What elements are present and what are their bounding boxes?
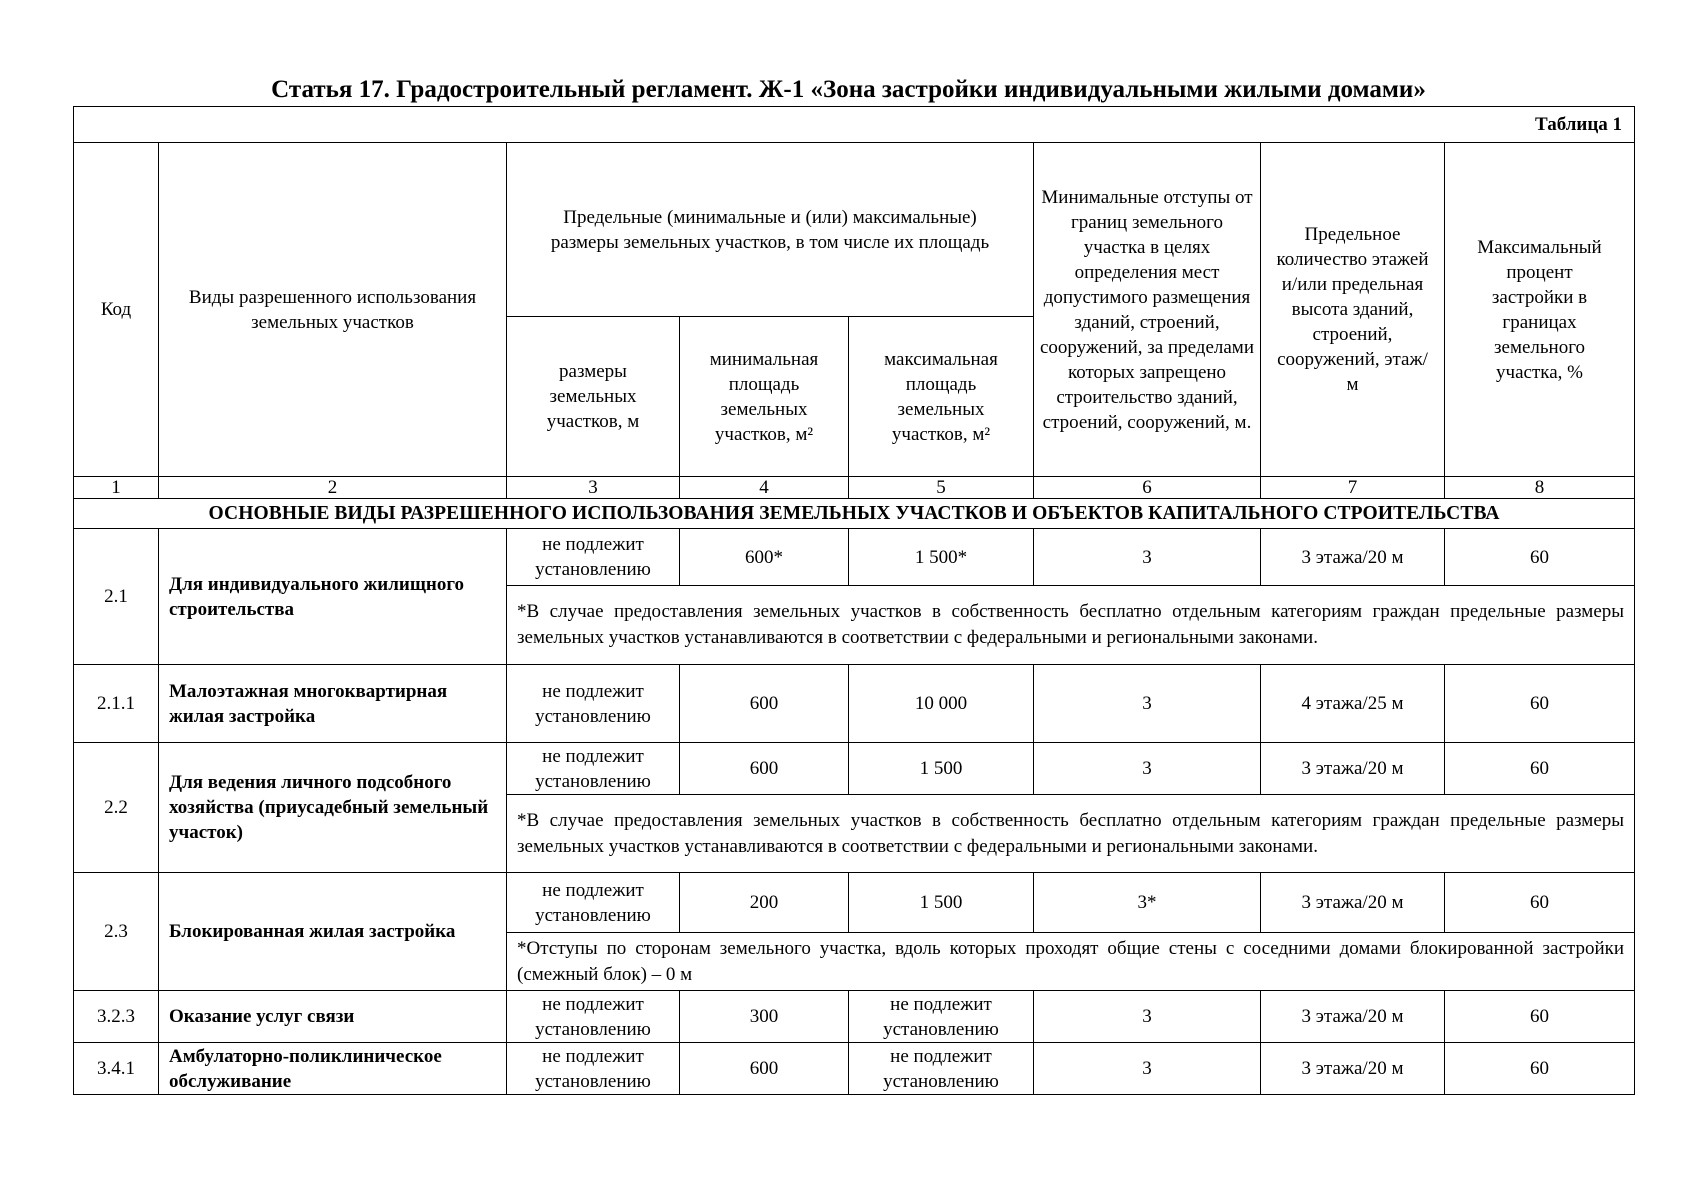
row-size: не подлежит установлению: [507, 743, 680, 795]
row-max-area: 1 500: [849, 743, 1034, 795]
table-row: [74, 991, 1635, 1043]
column-number: 8: [1445, 477, 1635, 499]
row-coverage: 60: [1445, 991, 1635, 1043]
row-use: Блокированная жилая застройка: [159, 873, 507, 991]
column-number: 4: [680, 477, 849, 499]
row-code: 2.3: [74, 873, 159, 991]
header-code: Код: [74, 143, 159, 477]
table-row: [74, 743, 1635, 795]
header-max-area: максимальная площадь земельных участков, м²: [849, 317, 1034, 477]
page-title: Статья 17. Градостроительный регламент. Ж-1 «Зона застройки индивидуальными жилыми домами»: [271, 76, 1426, 103]
row-max-area: не подлежит установлению: [849, 991, 1034, 1043]
table-number: Таблица 1: [74, 107, 1635, 143]
row-min-area: 600: [680, 665, 849, 743]
row-code: 2.2: [74, 743, 159, 873]
header-setbacks: Минимальные отступы от границ земельного участка в целях определения мест допустимого размещения зданий, строений, сооружений, за пределами которых запрещено строительство зданий, строений, сооружений, м.: [1034, 143, 1261, 477]
column-number: 5: [849, 477, 1034, 499]
row-setback: 3: [1034, 743, 1261, 795]
row-min-area: 600: [680, 743, 849, 795]
row-code: 2.1: [74, 529, 159, 665]
row-floors: 3 этажа/20 м: [1261, 529, 1445, 586]
row-floors: 3 этажа/20 м: [1261, 873, 1445, 933]
row-setback: 3: [1034, 1043, 1261, 1095]
table-row: [74, 1043, 1635, 1095]
column-numbers-row: [74, 477, 1635, 499]
column-number: 7: [1261, 477, 1445, 499]
header-min-area: минимальная площадь земельных участков, м²: [680, 317, 849, 477]
regulation-table: [73, 106, 1635, 1095]
section-title: ОСНОВНЫЕ ВИДЫ РАЗРЕШЕННОГО ИСПОЛЬЗОВАНИЯ ЗЕМЕЛЬНЫХ УЧАСТКОВ И ОБЪЕКТОВ КАПИТАЛЬНОГО СТРОИТЕЛЬСТВА: [74, 499, 1635, 529]
row-setback: 3: [1034, 529, 1261, 586]
row-note: *Отступы по сторонам земельного участка, вдоль которых проходят общие стены с соседними домами блокированной застройки (смежный блок) – 0 м: [507, 933, 1635, 991]
row-use: Малоэтажная многоквартирная жилая застройка: [159, 665, 507, 743]
header-floors: Предельное количество этажей и/или предельная высота зданий, строений, сооружений, этаж/м: [1261, 143, 1445, 477]
row-coverage: 60: [1445, 1043, 1635, 1095]
row-use: Для индивидуального жилищного строительства: [159, 529, 507, 665]
row-floors: 3 этажа/20 м: [1261, 743, 1445, 795]
column-number: 1: [74, 477, 159, 499]
header-size: размеры земельных участков, м: [507, 317, 680, 477]
row-size: не подлежит установлению: [507, 665, 680, 743]
row-setback: 3: [1034, 991, 1261, 1043]
row-coverage: 60: [1445, 529, 1635, 586]
row-max-area: 10 000: [849, 665, 1034, 743]
row-use: Амбулаторно-поликлиническое обслуживание: [159, 1043, 507, 1095]
row-floors: 3 этажа/20 м: [1261, 991, 1445, 1043]
row-max-area: 1 500: [849, 873, 1034, 933]
column-number: 3: [507, 477, 680, 499]
header-sizes-group: Предельные (минимальные и (или) максимальные) размеры земельных участков, в том числе их площадь: [507, 143, 1034, 317]
row-min-area: 600: [680, 1043, 849, 1095]
row-min-area: 200: [680, 873, 849, 933]
row-coverage: 60: [1445, 665, 1635, 743]
row-code: 2.1.1: [74, 665, 159, 743]
column-number: 2: [159, 477, 507, 499]
table-row: [74, 873, 1635, 933]
table-number-row: [74, 107, 1635, 143]
header-coverage: Максимальный процент застройки в границах земельного участка, %: [1445, 143, 1635, 477]
row-coverage: 60: [1445, 743, 1635, 795]
row-use: Для ведения личного подсобного хозяйства (приусадебный земельный участок): [159, 743, 507, 873]
row-size: не подлежит установлению: [507, 529, 680, 586]
row-use: Оказание услуг связи: [159, 991, 507, 1043]
row-coverage: 60: [1445, 873, 1635, 933]
header-row-1: [74, 143, 1635, 317]
row-code: 3.4.1: [74, 1043, 159, 1095]
row-size: не подлежит установлению: [507, 1043, 680, 1095]
row-max-area: не подлежит установлению: [849, 1043, 1034, 1095]
row-max-area: 1 500*: [849, 529, 1034, 586]
row-min-area: 300: [680, 991, 849, 1043]
row-setback: 3: [1034, 665, 1261, 743]
row-size: не подлежит установлению: [507, 991, 680, 1043]
header-use: Виды разрешенного использования земельных участков: [159, 143, 507, 477]
row-setback: 3*: [1034, 873, 1261, 933]
row-floors: 3 этажа/20 м: [1261, 1043, 1445, 1095]
row-min-area: 600*: [680, 529, 849, 586]
table-row: [74, 529, 1635, 586]
row-floors: 4 этажа/25 м: [1261, 665, 1445, 743]
row-code: 3.2.3: [74, 991, 159, 1043]
row-note: *В случае предоставления земельных участков в собственность бесплатно отдельным категориям граждан предельные размеры земельных участков устанавливаются в соответствии с федеральными и региональными законами.: [507, 795, 1635, 873]
row-size: не подлежит установлению: [507, 873, 680, 933]
table-row: [74, 665, 1635, 743]
section-row: [74, 499, 1635, 529]
column-number: 6: [1034, 477, 1261, 499]
row-note: *В случае предоставления земельных участков в собственность бесплатно отдельным категориям граждан предельные размеры земельных участков устанавливаются в соответствии с федеральными и региональными законами.: [507, 586, 1635, 665]
